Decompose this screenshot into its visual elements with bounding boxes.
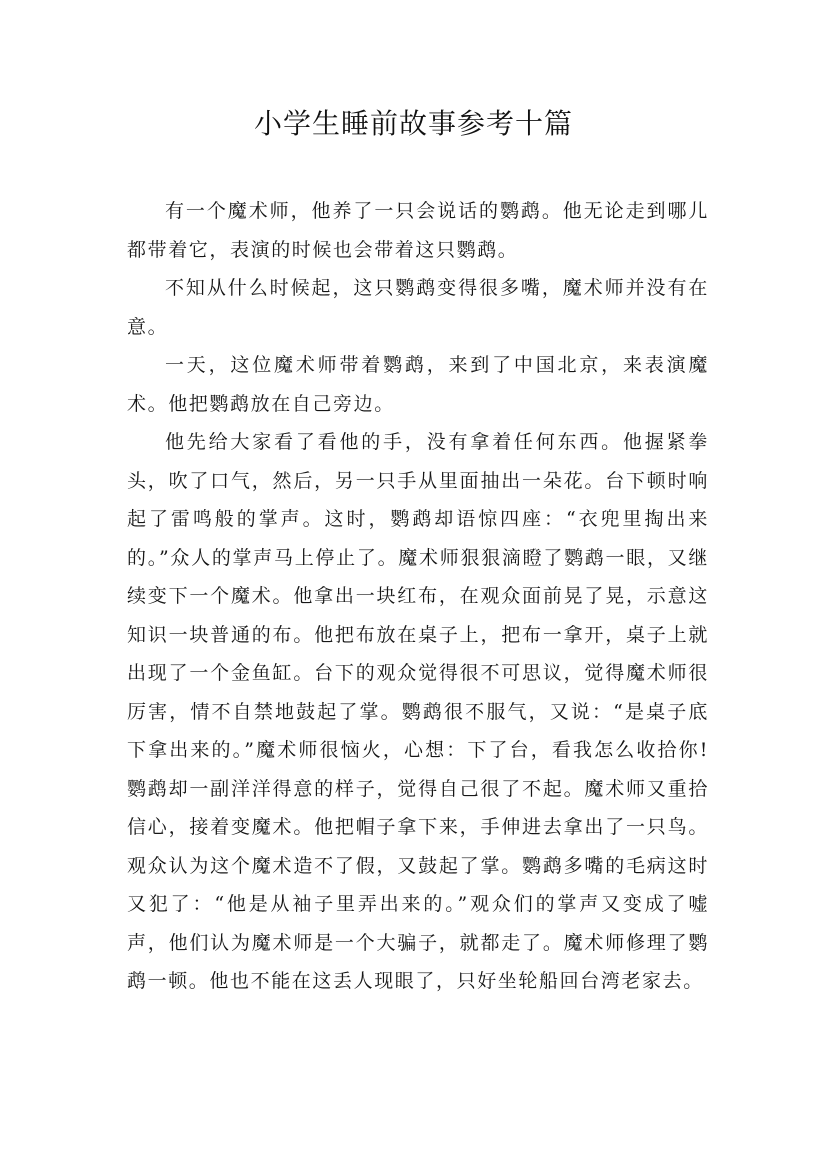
paragraph: 一天，这位魔术师带着鹦鹉，来到了中国北京，来表演魔术。他把鹦鹉放在自己旁边。: [127, 354, 709, 415]
document-body: [127, 192, 709, 1001]
paragraph: 有一个魔术师，他养了一只会说话的鹦鹉。他无论走到哪儿都带着它，表演的时候也会带着这只鹦鹉。: [127, 200, 709, 261]
paragraph: 他先给大家看了看他的手，没有拿着任何东西。他握紧拳头，吹了口气，然后，另一只手从里面抽出一朵花。台下顿时响起了雷鸣般的掌声。这时，鹦鹉却语惊四座：“衣兜里掏出来的。”众人的掌声马上停止了。魔术师狠狠滴瞪了鹦鹉一眼，又继续变下一个魔术。他拿出一块红布，在观众面前晃了晃，示意这知识一块普通的布。他把布放在桌子上，把布一拿开，桌子上就出现了一个金鱼缸。台下的观众觉得很不可思议，觉得魔术师很厉害，情不自禁地鼓起了掌。鹦鹉很不服气，又说：“是桌子底下拿出来的。”魔术师很恼火，心想：下了台，看我怎么收拾你!鹦鹉却一副洋洋得意的样子，觉得自己很了不起。魔术师又重拾信心，接着变魔术。他把帽子拿下来，手伸进去拿出了一只鸟。观众认为这个魔术造不了假，又鼓起了掌。鹦鹉多嘴的毛病这时又犯了：“他是从袖子里弄出来的。”观众们的掌声又变成了嘘声，他们认为魔术师是一个大骗子，就都走了。魔术师修理了鹦鹉一顿。他也不能在这丢人现眼了，只好坐轮船回台湾老家去。: [127, 431, 709, 992]
paragraph: 不知从什么时候起，这只鹦鹉变得很多嘴，魔术师并没有在意。: [127, 277, 709, 338]
document-title: 小学生睡前故事参考十篇: [253, 107, 573, 140]
